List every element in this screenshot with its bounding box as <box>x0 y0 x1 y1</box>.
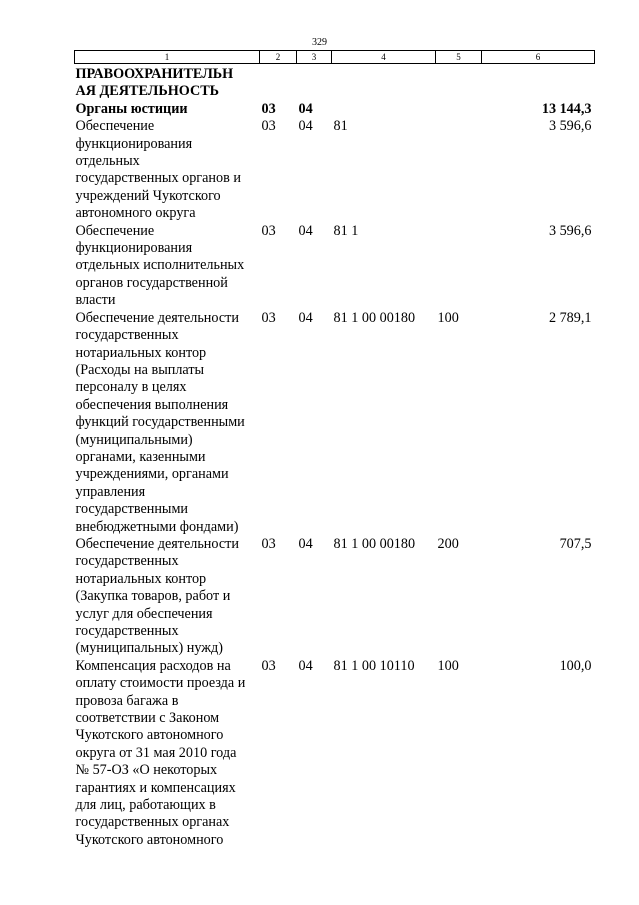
target-article-cell: 81 1 00 00180 <box>333 535 416 552</box>
amount-cell: 2 789,1 <box>548 309 592 326</box>
column-header: 3 <box>297 51 332 64</box>
amount-cell: 3 596,6 <box>548 118 592 135</box>
section-code-cell: 03 <box>261 222 276 239</box>
subsection-code-cell: 04 <box>298 309 313 326</box>
row-name-cell: ПРАВООХРАНИТЕЛЬН АЯ ДЕЯТЕЛЬНОСТЬ <box>75 66 234 100</box>
section-code-cell: 03 <box>261 100 276 117</box>
subsection-code-cell: 04 <box>298 118 313 135</box>
target-article-cell: 81 1 00 10110 <box>333 657 415 674</box>
table-row <box>75 101 595 118</box>
expense-type-cell: 100 <box>437 657 459 674</box>
section-code-cell: 03 <box>261 118 276 135</box>
section-code-cell <box>260 64 297 101</box>
target-article-cell: 81 1 <box>333 222 359 239</box>
row-name-cell: Компенсация расходов на оплату стоимости проезда и провоза багажа в соответствии с Законом Чукотского автономного округа от 31 мая 2010 года № 57-ОЗ «О некоторых гарантиях и компенсациях для лиц, работающих в государственных органах Чукотского автономного <box>75 657 246 848</box>
target-article-cell <box>332 64 436 101</box>
subsection-code-cell: 04 <box>298 222 313 239</box>
subsection-code-cell: 04 <box>298 657 313 674</box>
subsection-code-cell: 04 <box>298 535 313 552</box>
column-number-header <box>75 51 595 64</box>
section-code-cell: 03 <box>261 657 276 674</box>
expense-type-cell: 100 <box>437 309 459 326</box>
target-article-cell: 81 <box>333 118 348 135</box>
column-header: 1 <box>75 51 260 64</box>
amount-cell: 707,5 <box>559 535 592 552</box>
section-code-cell: 03 <box>261 535 276 552</box>
page-number: 329 <box>312 37 327 48</box>
subsection-code-cell: 04 <box>298 100 313 117</box>
expense-type-cell: 200 <box>437 535 459 552</box>
column-header: 4 <box>332 51 436 64</box>
table-row <box>75 223 595 310</box>
amount-cell <box>482 64 595 101</box>
column-header: 6 <box>482 51 595 64</box>
expense-type-cell <box>436 101 482 118</box>
section-code-cell: 03 <box>261 309 276 326</box>
row-name-cell: Обеспечение деятельности государственных нотариальных контор (Расходы на выплаты персоналу в целях обеспечения выполнения функций государственными (муниципальными) органами, казенными учреждениями, органами управления государственными внебюджетными фондами) <box>75 309 245 535</box>
table-row <box>75 310 595 536</box>
budget-table <box>74 50 595 849</box>
table-row <box>75 118 595 222</box>
amount-cell: 13 144,3 <box>541 100 592 117</box>
column-header: 5 <box>436 51 482 64</box>
target-article-cell: 81 1 00 00180 <box>333 309 416 326</box>
row-name-cell: Обеспечение функционирования отдельных государственных органов и учреждений Чукотского автономного округа <box>75 118 241 222</box>
amount-cell: 3 596,6 <box>548 222 592 239</box>
column-header: 2 <box>260 51 297 64</box>
table-row <box>75 64 595 101</box>
row-name-cell: Органы юстиции <box>75 100 188 117</box>
expense-type-cell <box>436 64 482 101</box>
table-row <box>75 658 595 849</box>
table-row <box>75 536 595 658</box>
row-name-cell: Обеспечение деятельности государственных нотариальных контор (Закупка товаров, работ и услуг для обеспечения государственных (муниципальных) нужд) <box>75 535 239 657</box>
expense-type-cell <box>436 118 482 222</box>
amount-cell: 100,0 <box>559 657 592 674</box>
row-name-cell: Обеспечение функционирования отдельных исполнительных органов государственной власти <box>75 222 245 309</box>
target-article-cell <box>332 101 436 118</box>
subsection-code-cell <box>297 64 332 101</box>
expense-type-cell <box>436 223 482 310</box>
